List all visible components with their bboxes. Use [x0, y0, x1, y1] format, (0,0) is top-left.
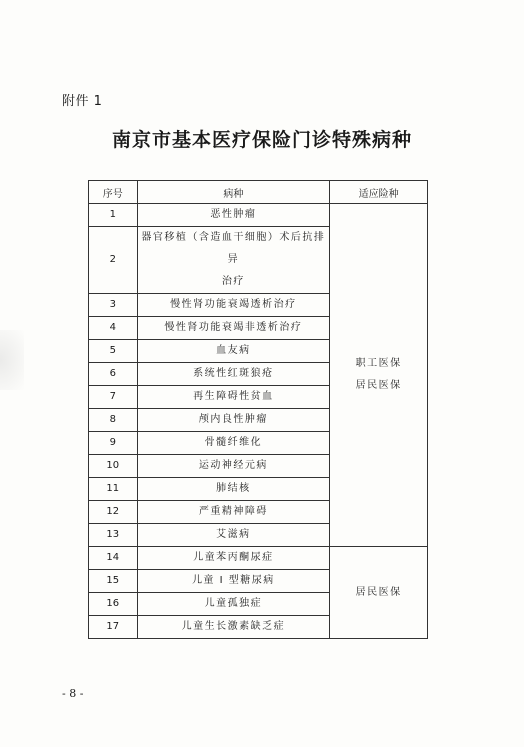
row-number: 13: [89, 524, 138, 547]
column-header-insurance: 适应险种: [330, 181, 428, 204]
row-disease: 艾滋病: [137, 524, 330, 547]
row-disease: 慢性肾功能衰竭透析治疗: [137, 294, 330, 317]
row-disease: 儿童苯丙酮尿症: [137, 547, 330, 570]
row-disease: 血友病: [137, 340, 330, 363]
insurance-cell-group-2: [330, 547, 428, 639]
row-number: 16: [89, 593, 138, 616]
row-disease: 颅内良性肿瘤: [137, 409, 330, 432]
row-number: 10: [89, 455, 138, 478]
column-header-number: 序号: [89, 181, 138, 204]
row-number: 6: [89, 363, 138, 386]
insurance-type: 居民医保: [355, 380, 402, 391]
table-header-row: [89, 181, 428, 204]
row-number: 1: [89, 204, 138, 227]
row-number: 14: [89, 547, 138, 570]
row-disease: 再生障碍性贫血: [137, 386, 330, 409]
attachment-label: 附件 1: [62, 94, 103, 109]
row-disease: [137, 227, 330, 294]
row-disease: 儿童生长激素缺乏症: [137, 616, 330, 639]
row-disease-line: 治疗: [221, 276, 245, 287]
row-number: 12: [89, 501, 138, 524]
table-row: [89, 204, 428, 227]
insurance-type: 居民医保: [355, 586, 402, 598]
row-number: 17: [89, 616, 138, 639]
row-number: 4: [89, 317, 138, 340]
insurance-type: 职工医保: [355, 358, 402, 369]
row-disease-line: 器官移植（含造血干细胞）术后抗排异: [141, 232, 326, 265]
insurance-cell-group-1: [330, 204, 428, 547]
row-disease: 系统性红斑狼疮: [137, 363, 330, 386]
row-number: 8: [89, 409, 138, 432]
row-disease: 运动神经元病: [137, 455, 330, 478]
row-number: 3: [89, 294, 138, 317]
row-disease: 严重精神障碍: [137, 501, 330, 524]
page-number: - 8 -: [62, 687, 84, 700]
row-number: 7: [89, 386, 138, 409]
row-disease: 肺结核: [137, 478, 330, 501]
row-number: 9: [89, 432, 138, 455]
row-number: 15: [89, 570, 138, 593]
row-number: 5: [89, 340, 138, 363]
row-disease: 骨髓纤维化: [137, 432, 330, 455]
row-number: 11: [89, 478, 138, 501]
table-row: [89, 547, 428, 570]
row-number: 2: [89, 227, 138, 294]
column-header-disease: 病种: [137, 181, 330, 204]
document-title: 南京市基本医疗保险门诊特殊病种: [111, 129, 412, 151]
scan-smudge: [0, 330, 24, 390]
row-disease: 慢性肾功能衰竭非透析治疗: [137, 317, 330, 340]
row-disease: 恶性肿瘤: [137, 204, 330, 227]
row-disease: 儿童孤独症: [137, 593, 330, 616]
disease-table: [88, 180, 428, 639]
row-disease: 儿童 I 型糖尿病: [137, 570, 330, 593]
